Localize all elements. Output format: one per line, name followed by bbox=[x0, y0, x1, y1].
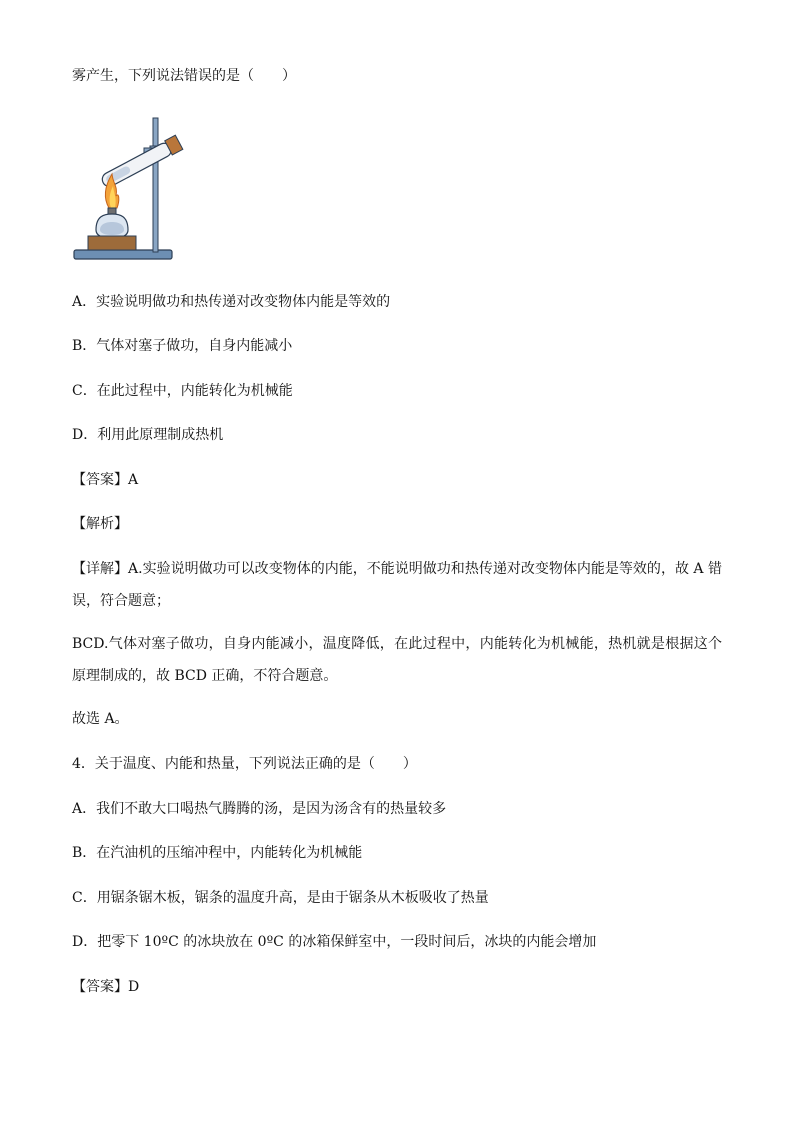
question-4-option-c: C．用锯条锯木板，锯条的温度升高，是由于锯条从木板吸收了热量 bbox=[72, 890, 489, 906]
question-4-option-a: A．我们不敢大口喝热气腾腾的汤，是因为汤含有的热量较多 bbox=[72, 801, 447, 817]
question-3-option-b: B．气体对塞子做功，自身内能减小 bbox=[72, 338, 293, 354]
question-3-analysis-label: 【解析】 bbox=[72, 516, 128, 532]
question-3-answer: 【答案】A bbox=[72, 472, 139, 488]
question-3-stem-tail: 雾产生，下列说法错误的是（ ） bbox=[72, 68, 296, 84]
question-3-bcd-paragraph: BCD.气体对塞子做功，自身内能减小，温度降低，在此过程中，内能转化为机械能，热机就是根据这个原理制成的，故 BCD 正确，不符合题意。 bbox=[72, 636, 722, 684]
question-3-option-d: D．利用此原理制成热机 bbox=[72, 427, 224, 443]
test-tube-heating-apparatus-figure bbox=[72, 112, 197, 267]
question-4-stem: 4．关于温度、内能和热量，下列说法正确的是（ ） bbox=[72, 756, 417, 772]
question-4-option-b: B．在汽油机的压缩冲程中，内能转化为机械能 bbox=[72, 845, 363, 861]
question-3-detail-paragraph: 【详解】A.实验说明做功可以改变物体的内能，不能说明做功和热传递对改变物体内能是等效的，故 A 错误，符合题意； bbox=[72, 561, 722, 609]
question-3-option-c: C．在此过程中，内能转化为机械能 bbox=[72, 383, 293, 399]
question-4-option-d: D．把零下 10ºC 的冰块放在 0ºC 的冰箱保鲜室中，一段时间后，冰块的内能会增加 bbox=[72, 934, 597, 950]
question-3-conclusion: 故选 A。 bbox=[72, 711, 129, 727]
question-4-answer: 【答案】D bbox=[72, 979, 140, 995]
question-3-option-a: A．实验说明做功和热传递对改变物体内能是等效的 bbox=[72, 294, 391, 310]
